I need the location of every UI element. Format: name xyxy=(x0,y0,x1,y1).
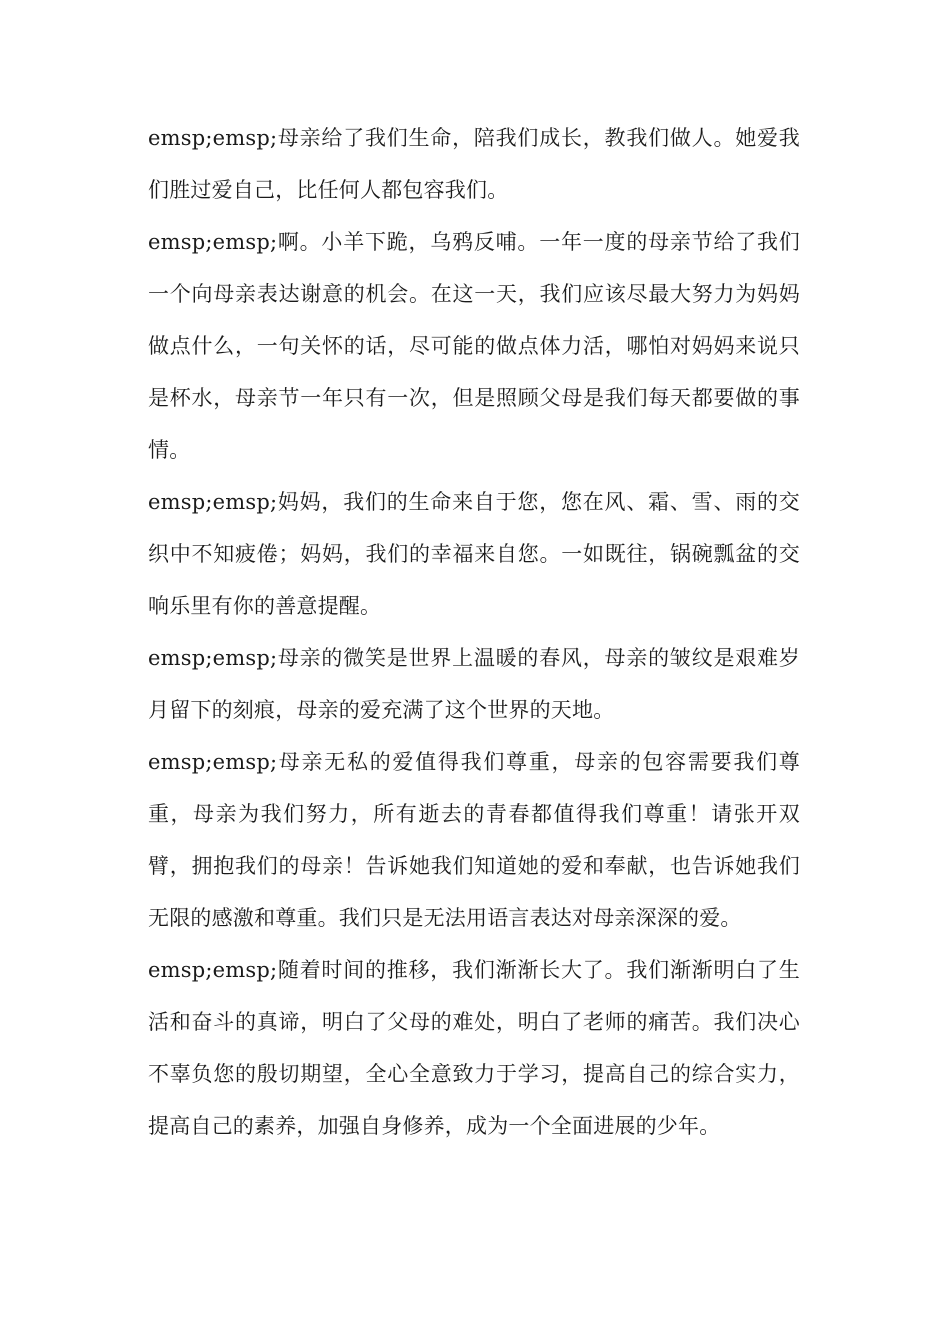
paragraph: emsp;emsp;母亲的微笑是世界上温暖的春风，母亲的皱纹是艰难岁月留下的刻痕，母亲的爱充满了这个世界的天地。 xyxy=(148,646,800,722)
paragraph: emsp;emsp;母亲给了我们生命，陪我们成长，教我们做人。她爱我们胜过爱自己，比任何人都包容我们。 xyxy=(148,126,800,202)
paragraph: emsp;emsp;啊。小羊下跪，乌鸦反哺。一年一度的母亲节给了我们一个向母亲表达谢意的机会。在这一天，我们应该尽最大努力为妈妈做点什么，一句关怀的话，尽可能的做点体力活，哪怕对妈妈来说只是杯水，母亲节一年只有一次，但是照顾父母是我们每天都要做的事情。 xyxy=(148,230,800,462)
paragraph: emsp;emsp;妈妈，我们的生命来自于您，您在风、霜、雪、雨的交织中不知疲倦；妈妈，我们的幸福来自您。一如既往，锅碗瓢盆的交响乐里有你的善意提醒。 xyxy=(148,490,800,618)
document-body xyxy=(148,112,800,1152)
paragraph: emsp;emsp;随着时间的推移，我们渐渐长大了。我们渐渐明白了生活和奋斗的真谛，明白了父母的难处，明白了老师的痛苦。我们决心不辜负您的殷切期望，全心全意致力于学习，提高自己的综合实力，提高自己的素养，加强自身修养，成为一个全面进展的少年。 xyxy=(148,958,800,1138)
paragraph: emsp;emsp;母亲无私的爱值得我们尊重，母亲的包容需要我们尊重，母亲为我们努力，所有逝去的青春都值得我们尊重！请张开双臂，拥抱我们的母亲！告诉她我们知道她的爱和奉献，也告诉她我们无限的感激和尊重。我们只是无法用语言表达对母亲深深的爱。 xyxy=(148,750,800,930)
